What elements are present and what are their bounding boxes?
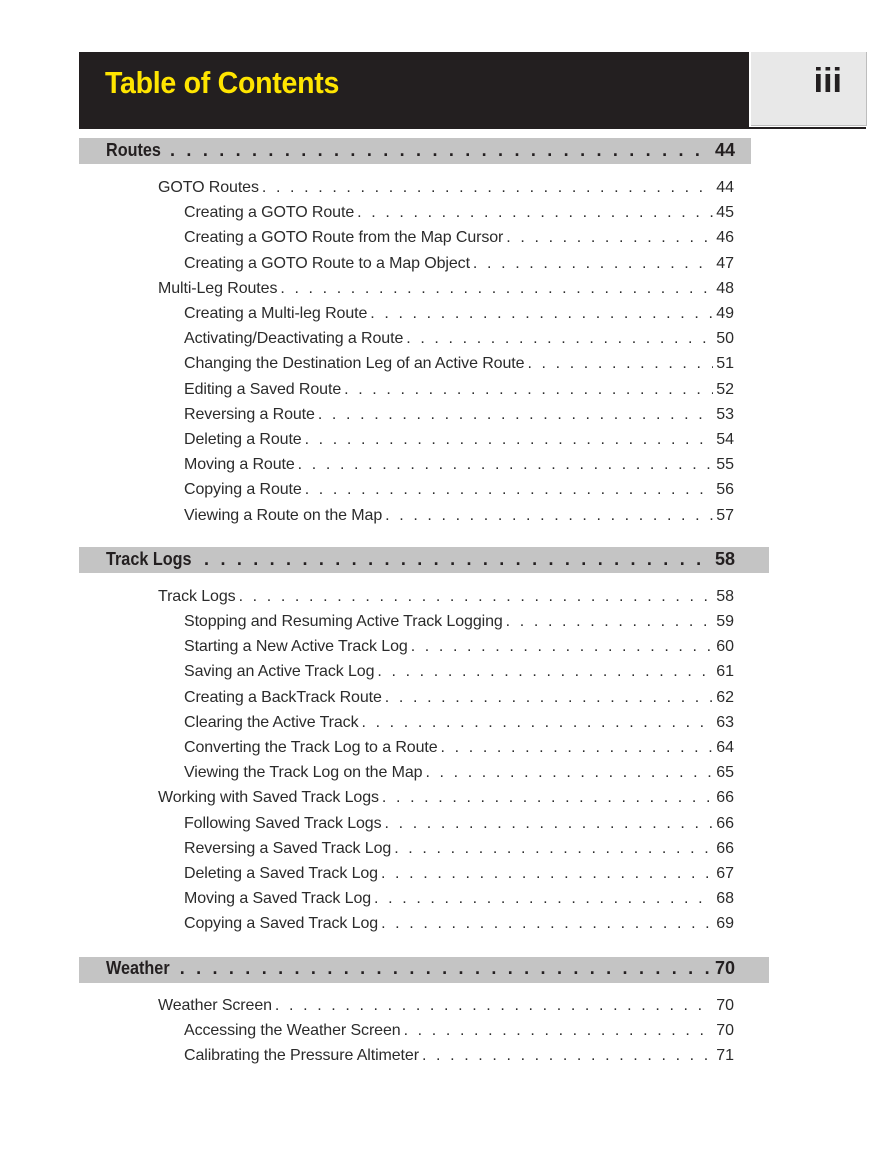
toc-entry-page: 54 [716,431,734,448]
toc-entry-page: 69 [716,915,734,932]
toc-section-weather[interactable] [106,958,735,979]
toc-entry-page: 66 [716,815,734,832]
toc-entry-title: Accessing the Weather Screen [184,1022,401,1039]
toc-entry-title: Calibrating the Pressure Altimeter [184,1047,419,1064]
toc-entry-page: 65 [716,764,734,781]
toc-entry[interactable] [158,588,734,606]
toc-entry-title: Deleting a Route [184,431,302,448]
toc-entry-page: 48 [716,280,734,297]
toc-entry[interactable] [184,915,734,933]
toc-entry-page: 52 [716,381,734,398]
toc-entry-page: 60 [716,638,734,655]
toc-entry[interactable] [184,406,734,424]
toc-entry-page: 56 [716,481,734,498]
header-bar [79,52,749,127]
toc-entry[interactable] [184,330,734,348]
toc-entry-page: 45 [716,204,734,221]
toc-section-title: Weather [106,958,170,978]
toc-entry-page: 64 [716,739,734,756]
toc-entry-title: Weather Screen [158,997,272,1014]
toc-entry-page: 57 [716,507,734,524]
toc-entry-title: Creating a GOTO Route from the Map Cursor [184,229,504,246]
toc-entry[interactable] [184,381,734,399]
toc-entry[interactable] [184,638,734,656]
toc-entry[interactable] [184,507,734,525]
toc-entry-page: 63 [716,714,734,731]
toc-entry[interactable] [184,204,734,222]
toc-entry-title: Following Saved Track Logs [184,815,382,832]
toc-entry-title: Working with Saved Track Logs [158,789,379,806]
toc-entry[interactable] [184,305,734,323]
toc-entry-title: Creating a Multi-leg Route [184,305,368,322]
toc-entry-title: GOTO Routes [158,179,259,196]
toc-entry-page: 44 [716,179,734,196]
toc-entry[interactable] [184,481,734,499]
toc-entry-page: 59 [716,613,734,630]
toc-entry-title: Copying a Route [184,481,302,498]
toc-entry-page: 50 [716,330,734,347]
toc-section-title: Track Logs [106,549,192,569]
toc-entry-title: Creating a BackTrack Route [184,689,382,706]
toc-entry[interactable] [184,663,734,681]
toc-entry[interactable] [184,1047,734,1065]
toc-entry[interactable] [184,865,734,883]
toc-entry-title: Converting the Track Log to a Route [184,739,438,756]
toc-entry[interactable] [184,229,734,247]
toc-entry-title: Saving an Active Track Log [184,663,375,680]
toc-entry[interactable] [184,764,734,782]
toc-entry[interactable] [184,815,734,833]
toc-section-title: Routes [106,140,161,160]
toc-entry-page: 58 [716,588,734,605]
toc-entry-page: 55 [716,456,734,473]
toc-entry-page: 70 [716,997,734,1014]
toc-entry-page: 66 [716,789,734,806]
toc-section-page: 58 [714,549,735,569]
toc-entry[interactable] [184,1022,734,1040]
toc-entry-title: Clearing the Active Track [184,714,359,731]
toc-entry-title: Activating/Deactivating a Route [184,330,404,347]
toc-section-routes[interactable] [106,140,735,161]
toc-entry[interactable] [158,789,734,807]
toc-entry-title: Creating a GOTO Route to a Map Object [184,255,470,272]
toc-entry-title: Viewing a Route on the Map [184,507,383,524]
toc-entry-title: Creating a GOTO Route [184,204,355,221]
toc-entry-title: Reversing a Route [184,406,315,423]
toc-entry-title: Stopping and Resuming Active Track Logging [184,613,503,630]
toc-entry[interactable] [184,714,734,732]
toc-entry[interactable] [158,997,734,1015]
page-number-box [751,52,867,126]
toc-entry-page: 49 [716,305,734,322]
header-rule [79,127,866,129]
toc-entry-title: Viewing the Track Log on the Map [184,764,423,781]
toc-entry[interactable] [184,431,734,449]
toc-entry-title: Editing a Saved Route [184,381,342,398]
toc-section-page: 44 [714,140,735,160]
toc-entry[interactable] [158,179,734,197]
toc-section-page: 70 [714,958,735,978]
toc-entry-page: 66 [716,840,734,857]
page-title: Table of Contents [105,65,340,100]
toc-entry[interactable] [184,840,734,858]
toc-entry[interactable] [184,613,734,631]
toc-entry[interactable] [184,355,734,373]
toc-entry-title: Track Logs [158,588,236,605]
toc-entry-title: Moving a Saved Track Log [184,890,372,907]
toc-entry[interactable] [184,255,734,273]
toc-entry[interactable] [184,689,734,707]
toc-entry-page: 71 [716,1047,734,1064]
toc-entry-title: Copying a Saved Track Log [184,915,379,932]
toc-entry-page: 53 [716,406,734,423]
toc-entry[interactable] [158,280,734,298]
toc-entry[interactable] [184,456,734,474]
toc-entry-title: Multi-Leg Routes [158,280,278,297]
toc-entry-page: 51 [716,355,734,372]
toc-entry[interactable] [184,739,734,757]
toc-section-track-logs[interactable] [106,549,735,570]
toc-entry-title: Deleting a Saved Track Log [184,865,378,882]
toc-entry-title: Changing the Destination Leg of an Active Route [184,355,525,372]
toc-entry[interactable] [184,890,734,908]
toc-entry-title: Starting a New Active Track Log [184,638,408,655]
toc-entry-title: Moving a Route [184,456,295,473]
toc-entry-page: 67 [716,865,734,882]
toc-entry-page: 70 [716,1022,734,1039]
toc-entry-page: 47 [716,255,734,272]
toc-entry-page: 68 [716,890,734,907]
page-number: iii [813,62,842,100]
toc-entry-page: 46 [716,229,734,246]
toc-entry-page: 62 [716,689,734,706]
toc-entry-page: 61 [716,663,734,680]
toc-entry-title: Reversing a Saved Track Log [184,840,392,857]
